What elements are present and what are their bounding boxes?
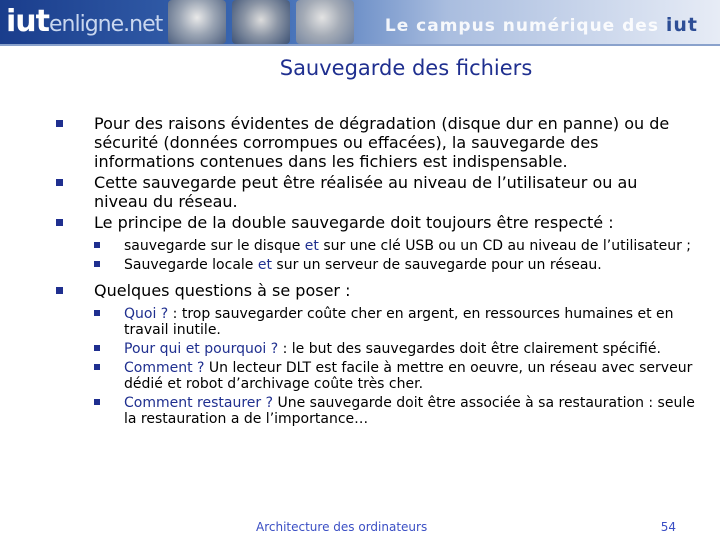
header-banner — [0, 0, 720, 44]
logo-main: iut — [6, 4, 49, 39]
square-bullet-icon — [94, 399, 100, 405]
slide-content — [56, 114, 696, 435]
sub-bullet-group-2 — [56, 306, 696, 427]
sub-bullet-keyword: Pour qui et pourquoi ? — [124, 341, 279, 357]
sub-bullet-post: : le but des sauvegardes doit être clairement spécifié. — [278, 341, 661, 357]
sub-bullet-item — [94, 306, 696, 338]
bullet-item-1 — [56, 114, 696, 171]
sub-bullet-keyword: Comment restaurer ? — [124, 395, 274, 411]
sub-bullet-pre: sauvegarde sur le disque — [124, 238, 305, 254]
square-bullet-icon — [56, 120, 63, 127]
sub-bullet-item — [94, 238, 696, 254]
bullet-text-2: Cette sauvegarde peut être réalisée au niveau de l’utilisateur ou au niveau du réseau. — [94, 173, 638, 211]
sub-bullet-item — [94, 341, 696, 357]
bullet-text-1: Pour des raisons évidentes de dégradation (disque dur en panne) ou de sécurité (données corrompues ou effacées), la sauvegarde des informations contenues dans les fichiers est indispensable. — [94, 114, 670, 171]
square-bullet-icon — [56, 219, 63, 226]
square-bullet-icon — [56, 287, 63, 294]
iut-enligne-logo — [6, 4, 162, 43]
footer-page-number: 54 — [660, 520, 676, 534]
footer-course: Architecture des ordinateurs — [256, 520, 428, 534]
square-bullet-icon — [94, 364, 100, 370]
sub-bullet-post: Une sauvegarde doit être associée à sa restauration : seule la restauration a de l’importance… — [124, 395, 695, 427]
square-bullet-icon — [94, 242, 100, 248]
sub-bullet-pre: Sauvegarde locale — [124, 257, 258, 273]
sub-bullet-item — [94, 360, 696, 392]
sub-bullet-keyword: et — [257, 257, 272, 273]
bullet-item-3 — [56, 213, 696, 232]
tagline-brand: iut — [665, 14, 698, 36]
bullet-item-4 — [56, 281, 696, 300]
bullet-item-2 — [56, 173, 696, 211]
sub-bullet-post: sur une clé USB ou un CD au niveau de l’utilisateur ; — [318, 238, 692, 254]
logo-sub: enligne.net — [48, 12, 163, 37]
header-photo-1 — [168, 0, 226, 44]
campus-tagline — [385, 14, 698, 36]
header-divider — [0, 44, 720, 46]
sub-bullet-group-1 — [56, 238, 696, 273]
bullet-text-3: Le principe de la double sauvegarde doit toujours être respecté : — [94, 213, 614, 232]
sub-bullet-item — [94, 257, 696, 273]
header-photo-3 — [296, 0, 354, 44]
sub-bullet-post: : trop sauvegarder coûte cher en argent, en ressources humaines et en travail inutile. — [124, 306, 674, 338]
sub-bullet-post: sur un serveur de sauvegarde pour un réseau. — [271, 257, 602, 273]
sub-bullet-post: Un lecteur DLT est facile à mettre en oeuvre, un réseau avec serveur dédié et robot d’archivage coûte très cher. — [124, 360, 693, 392]
sub-bullet-keyword: Quoi ? — [124, 306, 169, 322]
square-bullet-icon — [94, 310, 100, 316]
square-bullet-icon — [56, 179, 63, 186]
square-bullet-icon — [94, 261, 100, 267]
sub-bullet-keyword: et — [304, 238, 319, 254]
tagline-text: Le campus numérique des — [384, 16, 659, 36]
header-photo-2 — [232, 0, 290, 44]
square-bullet-icon — [94, 345, 100, 351]
slide-title: Sauvegarde des fichiers — [279, 56, 533, 80]
sub-bullet-keyword: Comment ? — [124, 360, 205, 376]
sub-bullet-item — [94, 395, 696, 427]
bullet-text-4: Quelques questions à se poser : — [94, 281, 351, 300]
